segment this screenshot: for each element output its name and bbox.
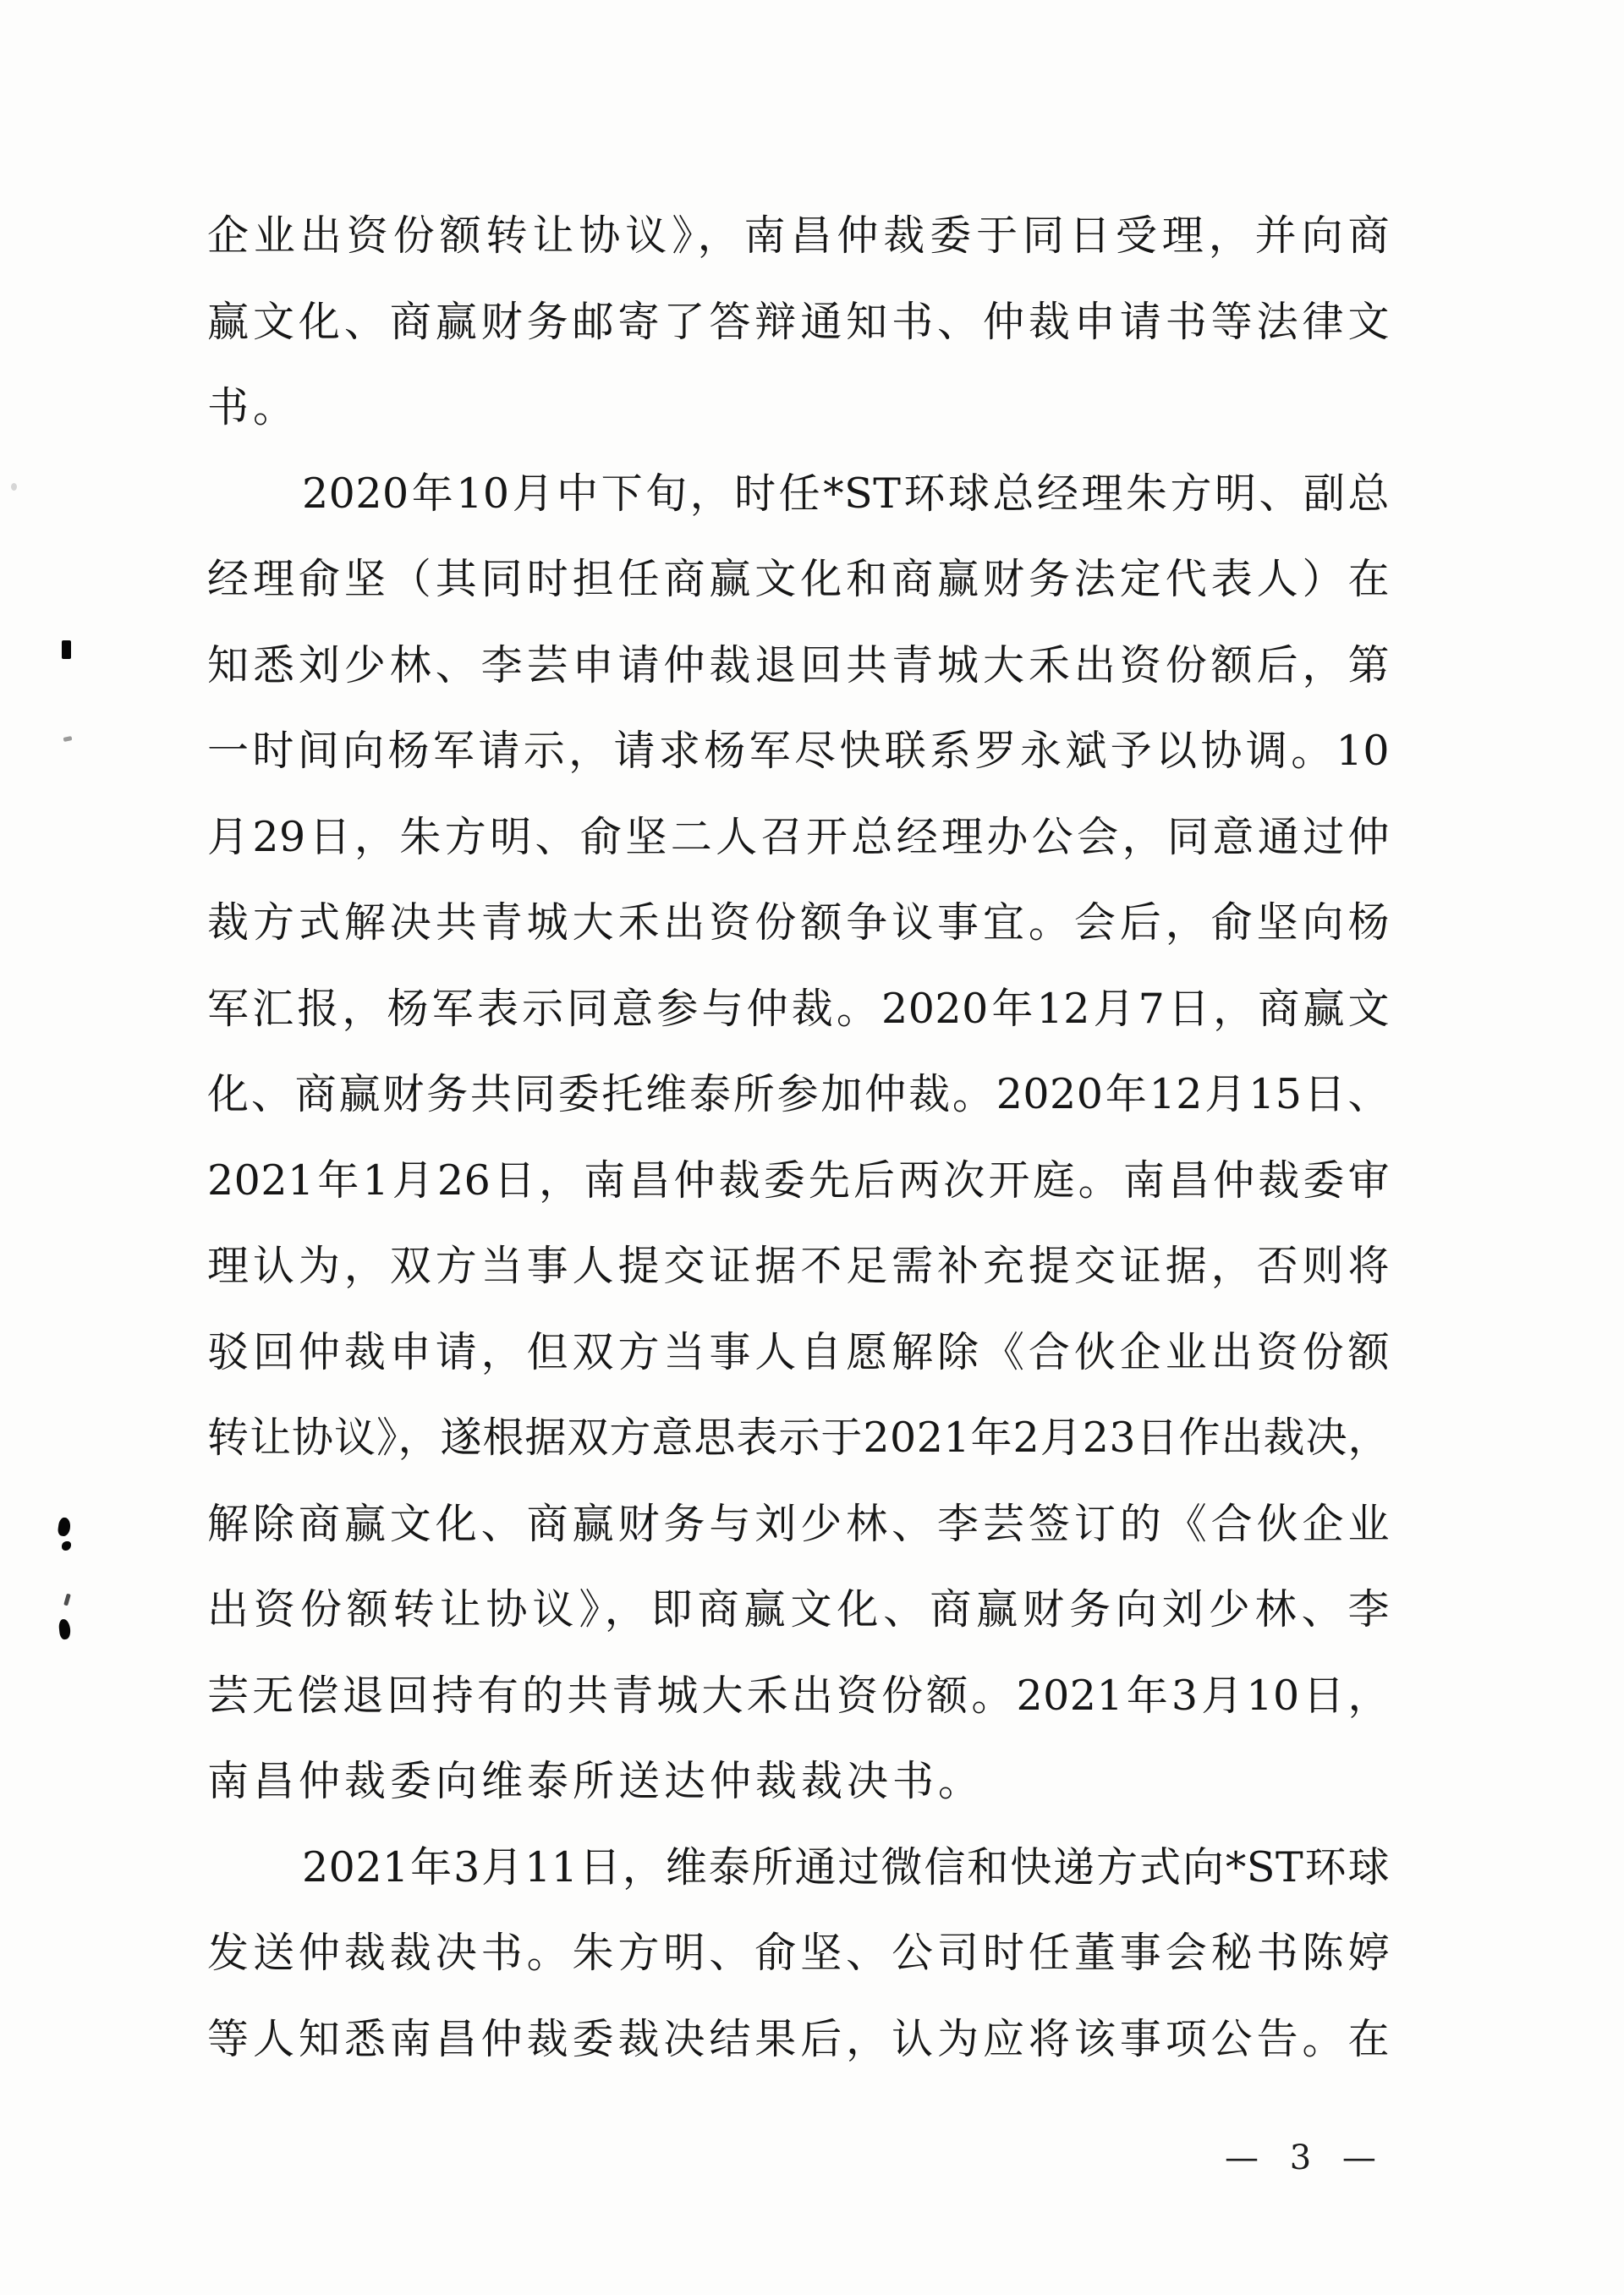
- text-line: 一时间向杨军请示，请求杨军尽快联系罗永斌予以协调。10: [207, 727, 1390, 775]
- text-line: 裁方式解决共青城大禾出资份额争议事宜。会后，俞坚向杨: [207, 898, 1390, 947]
- ink-smudge: [11, 483, 17, 491]
- text-line: 芸无偿退回持有的共青城大禾出资份额。2021年3月10日，: [207, 1671, 1390, 1720]
- ink-smudge: [63, 1594, 71, 1606]
- text-line: 等人知悉南昌仲裁委裁决结果后，认为应将该事项公告。在: [207, 2014, 1390, 2063]
- text-line: 军汇报，杨军表示同意参与仲裁。2020年12月7日，商赢文: [207, 984, 1390, 1033]
- ink-smudge: [58, 1618, 71, 1639]
- text-line: 发送仲裁裁决书。朱方明、俞坚、公司时任董事会秘书陈婷: [207, 1929, 1390, 1977]
- ink-smudge: [62, 640, 71, 659]
- text-line: 月29日，朱方明、俞坚二人召开总经理办公会，同意通过仲: [207, 812, 1390, 861]
- ink-smudge: [58, 1517, 72, 1537]
- text-line: 理认为，双方当事人提交证据不足需补充提交证据，否则将: [207, 1242, 1390, 1290]
- text-line: 出资份额转让协议》，即商赢文化、商赢财务向刘少林、李: [207, 1585, 1390, 1633]
- body-text: [207, 193, 1390, 2082]
- text-line: 化、商赢财务共同委托维泰所参加仲裁。2020年12月15日、: [207, 1070, 1390, 1118]
- text-line: 2021年1月26日，南昌仲裁委先后两次开庭。南昌仲裁委审: [207, 1156, 1390, 1205]
- text-line: 知悉刘少林、李芸申请仲裁退回共青城大禾出资份额后，第: [207, 640, 1390, 689]
- ink-smudge: [62, 1541, 71, 1551]
- text-line: 书。: [207, 383, 299, 431]
- text-line: 2020年10月中下旬，时任*ST环球总经理朱方明、副总: [302, 469, 1390, 518]
- page-number: — 3 —: [1225, 2139, 1381, 2177]
- text-line: 南昌仲裁委向维泰所送达仲裁裁决书。: [207, 1757, 985, 1805]
- text-line: 赢文化、商赢财务邮寄了答辩通知书、仲裁申请书等法律文: [207, 297, 1390, 346]
- ink-smudge: [63, 736, 73, 742]
- text-line: 2021年3月11日，维泰所通过微信和快递方式向*ST环球: [302, 1842, 1390, 1891]
- text-line: 转让协议》，遂根据双方意思表示于2021年2月23日作出裁决，: [207, 1414, 1390, 1462]
- text-line: 企业出资份额转让协议》，南昌仲裁委于同日受理，并向商: [207, 211, 1390, 260]
- text-line: 解除商赢文化、商赢财务与刘少林、李芸签订的《合伙企业: [207, 1499, 1390, 1548]
- text-line: 经理俞坚（其同时担任商赢文化和商赢财务法定代表人）在: [207, 555, 1390, 603]
- text-line: 驳回仲裁申请，但双方当事人自愿解除《合伙企业出资份额: [207, 1327, 1390, 1376]
